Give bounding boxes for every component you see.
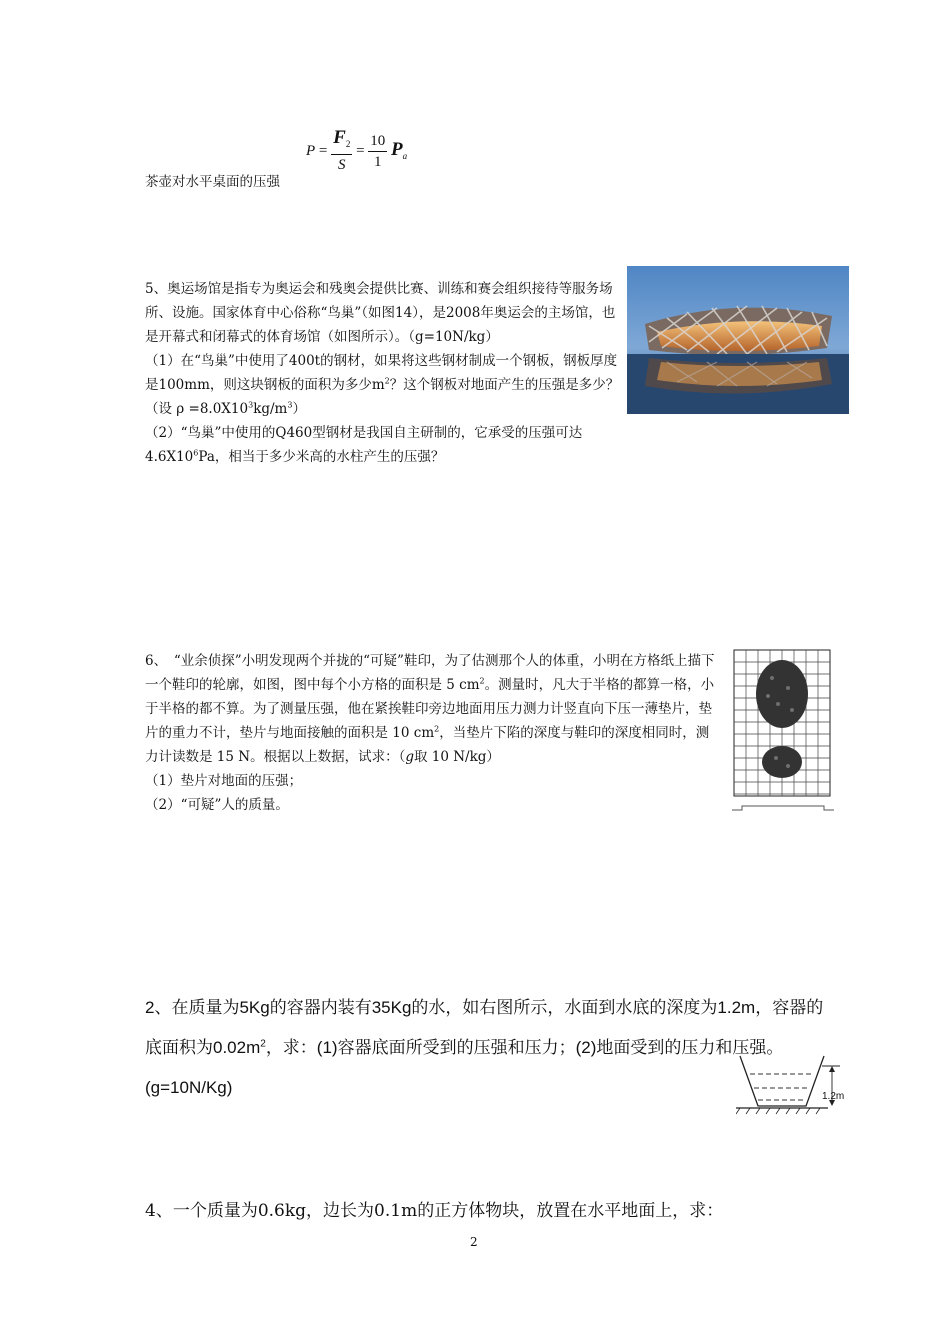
formula-fraction-2 <box>368 131 387 172</box>
formula-lhs: P <box>306 142 316 159</box>
formula-num2: 10 <box>368 131 387 152</box>
water-container-figure <box>736 1052 858 1116</box>
formula-num1: F <box>333 127 346 148</box>
shoeprint-grid-figure <box>732 648 836 816</box>
question-2: 2、在质量为5Kg的容器内装有35Kg的水，如右图所示，水面到水底的深度为1.2m，容器的底面积为$0.02m^2$，求：(1)容器底面所受到的压强和压力；(2)地面受到的压力和压强。(g=10N/Kg) <box>145 998 824 1097</box>
formula-eq1: = <box>318 142 328 159</box>
birds-nest-stadium-image <box>627 266 849 414</box>
teapot-pressure-line: 茶壶对水平桌面的压强 <box>145 174 280 190</box>
q6-intro: 6、 “业余侦探”小明发现两个并拢的“可疑”鞋印，为了估测那个人的体重，小明在方格纸上描下一个鞋印的轮廓，如图，图中每个小方格的面积是 5 $cm^2$。测量时，凡大于半格的都算一格，小于半格的都不算。为了测量压强，他在紧挨鞋印旁边地面用压力测力计竖直向下压一薄垫片，垫片的重力不计，垫片与地面接触的面积是 10 $cm^2$，当垫片下陷的深度与鞋印的深度相同时，测力计读数是 15 N。根据以上数据，试求：（g取 10 N/kg） <box>145 653 715 765</box>
q6-sub-1: （1）垫片对地面的压强； <box>145 773 303 789</box>
formula-fraction-1 <box>331 128 352 175</box>
q5-intro: 5、奥运场馆是指专为奥运会和残奥会提供比赛、训练和赛会组织接待等服务场所、设施。国家体育中心俗称“鸟巢”（如图14），是2008年奥运会的主场馆，也是开幕式和闭幕式的体育场馆（如图所示）。（g=10N/kg） <box>145 281 616 345</box>
question-4: 4、一个质量为0.6kg，边长为0.1m的正方体物块，放置在水平地面上，求： <box>145 1201 724 1221</box>
q5-part-1: （1）在“鸟巢”中使用了400t的钢材，如果将这些钢材制成一个钢板，钢板厚度是100mm，则这块钢板的面积为多少$m^2$？这个钢板对地面产生的压强是多少？（设 $\rho =8.0X10^3kg/m^3$） <box>145 353 620 417</box>
question-6 <box>145 649 715 817</box>
question-5 <box>145 277 625 469</box>
container-depth-label: 1.2m <box>822 1091 845 1102</box>
q5-part-2: （2）“鸟巢”中使用的Q460型钢材是我国自主研制的，它承受的压强可达$4.6X10^6Pa$，相当于多少米高的水柱产生的压强？ <box>145 425 583 465</box>
pressure-formula <box>306 128 407 175</box>
formula-den2: 1 <box>374 154 382 170</box>
formula-den1: S <box>337 157 346 173</box>
formula-unit-sub: a <box>402 150 408 161</box>
page-number: 2 <box>470 1235 478 1249</box>
formula-eq2: = <box>356 142 365 159</box>
formula-unit: P <box>391 138 403 160</box>
q6-sub-2: （2）“可疑”人的质量。 <box>145 797 289 813</box>
formula-num1-sub: 2 <box>345 139 351 149</box>
